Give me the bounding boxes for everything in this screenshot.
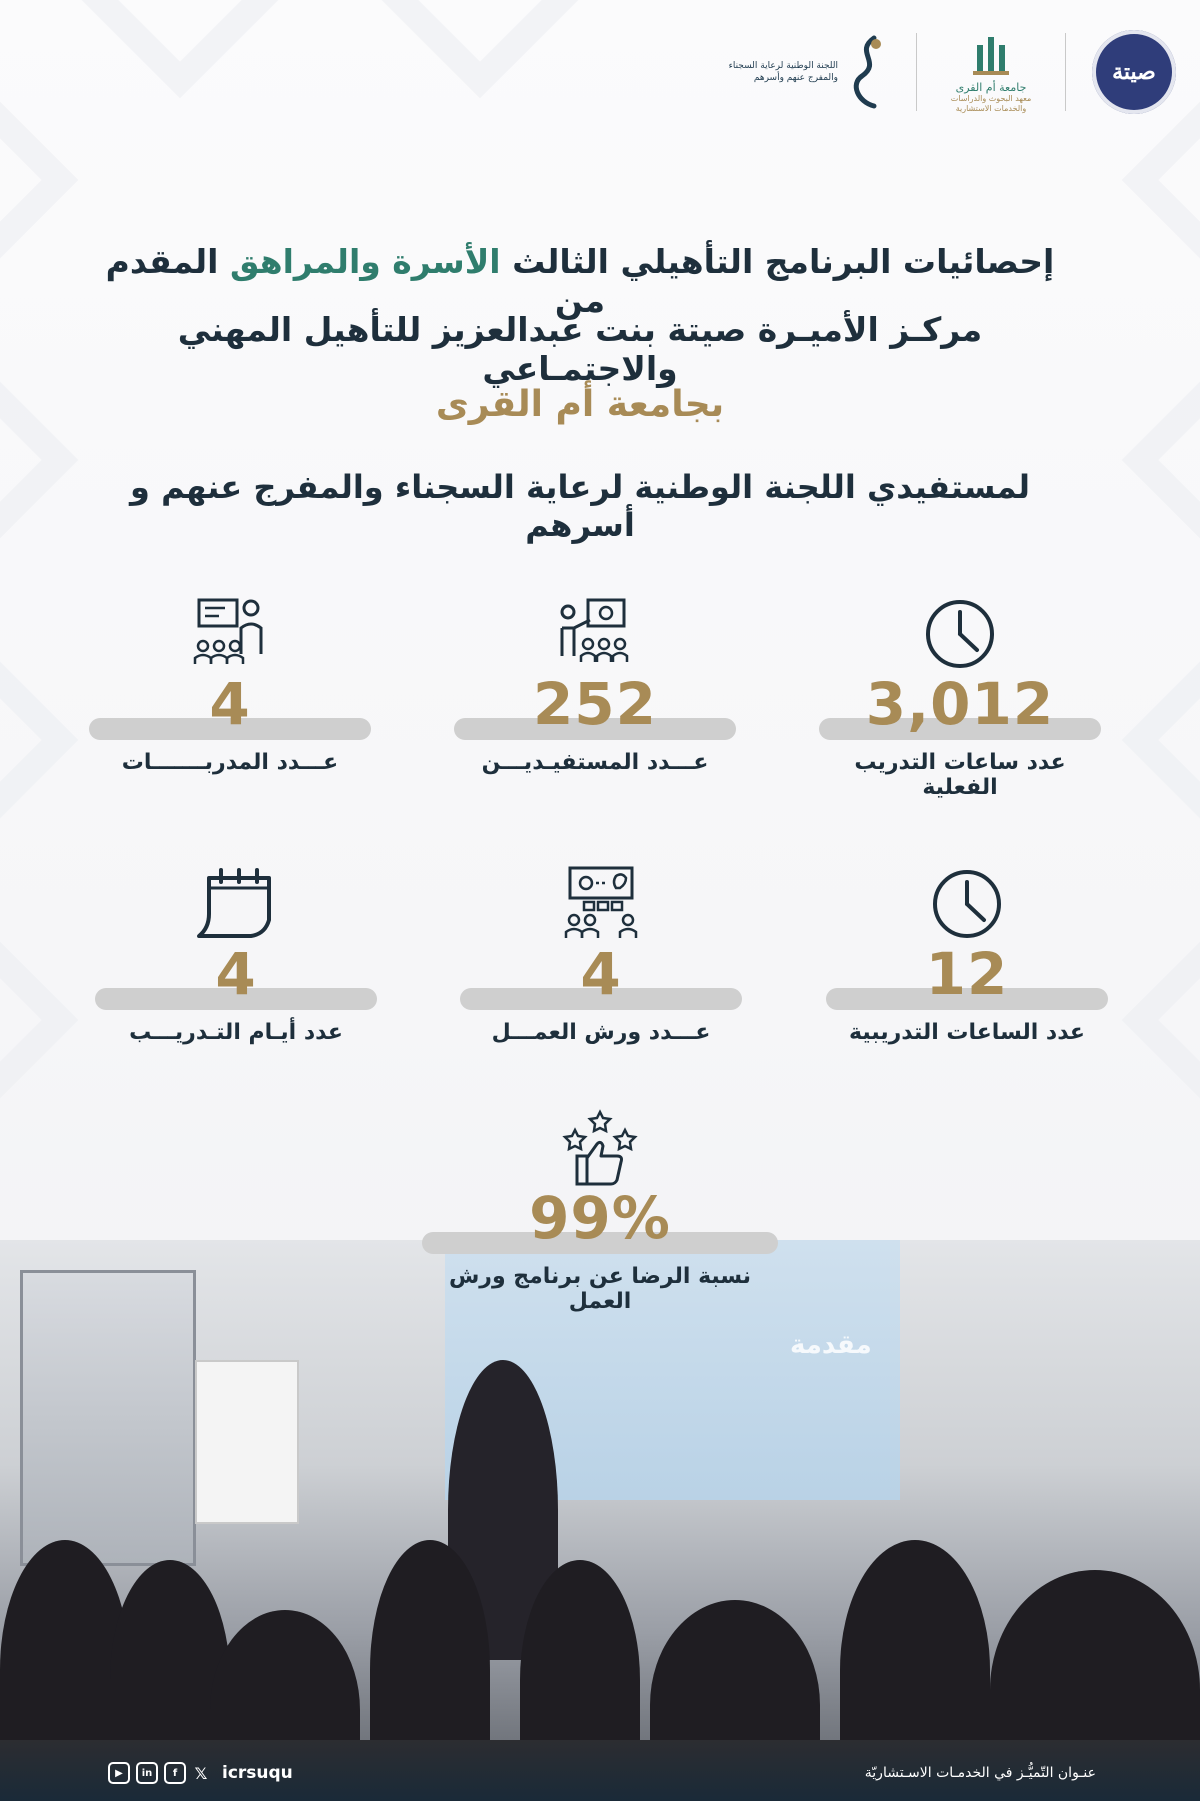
stat-label: عـــدد ورش العمـــل	[491, 1020, 711, 1045]
uqu-logo-text: جامعة أم القرى	[955, 80, 1027, 94]
stat-value: 252	[532, 670, 658, 738]
calendar-icon	[191, 864, 281, 944]
stat-label: عدد ساعات التدريب الفعلية	[854, 750, 1066, 800]
stat-value: 3,012	[865, 670, 1055, 738]
stat-label: عدد أيـام التـدريـــب	[129, 1020, 343, 1045]
stat-label: عـــدد المستفيـديـــن	[481, 750, 709, 775]
seal-logo: صيتة	[1092, 30, 1176, 114]
stat-training-hours	[822, 864, 1112, 1045]
stat-satisfaction	[420, 1108, 780, 1314]
facebook-icon[interactable]: f	[164, 1762, 186, 1784]
classroom-photo	[0, 1240, 1200, 1801]
stat-actual-training-hours	[815, 594, 1105, 800]
stat-value: 4	[580, 940, 622, 1008]
stat-label: عـــدد المدربـــــــات	[121, 750, 339, 775]
title-line-3: بجامعة أم القرى	[435, 384, 725, 425]
title-accent: الأسرة والمراهق	[229, 242, 501, 281]
title-line-1-suffix: المقدم من	[105, 242, 606, 320]
uqu-logo	[943, 31, 1039, 114]
youtube-icon[interactable]: ▶	[108, 1762, 130, 1784]
naqm-logo	[718, 32, 890, 112]
title-line-1-prefix: إحصائيات البرنامج التأهيلي الثالث	[500, 242, 1055, 281]
stat-bar	[95, 940, 377, 1010]
stat-bar	[422, 1184, 778, 1254]
clock-icon	[922, 864, 1012, 944]
uqu-mark-icon	[967, 31, 1015, 77]
workshop-icon	[556, 864, 646, 944]
stat-label: نسبة الرضا عن برنامج ورش العمل	[448, 1264, 752, 1314]
thumbs-up-stars-icon	[555, 1108, 645, 1188]
photo-whiteboard	[195, 1360, 299, 1524]
x-icon[interactable]: 𝕏	[194, 1763, 208, 1783]
stat-bar	[826, 940, 1108, 1010]
social-handle[interactable]: icrsuqu	[222, 1763, 293, 1783]
audience-presentation-icon	[550, 594, 640, 674]
footer	[0, 1745, 1200, 1801]
naqm-logo-text: اللجنة الوطنية لرعاية السجناء والمفرج عنهم وأسرهم	[728, 61, 838, 83]
stat-bar	[454, 670, 736, 740]
title-line-2: مركـز الأميـرة صيتة بنت عبدالعزيز للتأهيل المهني والاجتمـاعي	[177, 310, 983, 388]
title-line-4: لمستفيدي اللجنة الوطنية لرعاية السجناء والمفرج عنهم و أسرهم	[130, 468, 1030, 544]
stat-value: 99%	[529, 1184, 671, 1252]
naqm-mark-icon	[844, 32, 890, 112]
stat-beneficiaries	[450, 594, 740, 775]
uqu-logo-subtext: معهد البحوث والدراسات والخدمات الاستشارية	[950, 93, 1032, 113]
logo-divider	[916, 33, 917, 111]
photo-door	[20, 1270, 196, 1566]
stat-value: 4	[215, 940, 257, 1008]
trainer-icon	[185, 594, 275, 674]
stat-bar	[460, 940, 742, 1010]
stat-label: عدد الساعات التدريبية	[849, 1020, 1085, 1045]
logo-divider	[1065, 33, 1066, 111]
stat-bar	[819, 670, 1101, 740]
title-line-1	[100, 242, 1060, 320]
clock-icon	[915, 594, 1005, 674]
stat-training-days	[91, 864, 381, 1045]
header-logos	[718, 22, 1176, 122]
stat-value: 12	[925, 940, 1009, 1008]
stat-bar	[89, 670, 371, 740]
footer-slogan: عنـوان التّميُّـز في الخدمـات الاسـتشاريّة	[864, 1765, 1096, 1781]
stat-trainers	[85, 594, 375, 775]
linkedin-icon[interactable]: in	[136, 1762, 158, 1784]
stat-workshops	[456, 864, 746, 1045]
stat-value: 4	[209, 670, 251, 738]
social-links	[108, 1762, 293, 1784]
photo-screen-text: مقدمة	[790, 1330, 872, 1360]
